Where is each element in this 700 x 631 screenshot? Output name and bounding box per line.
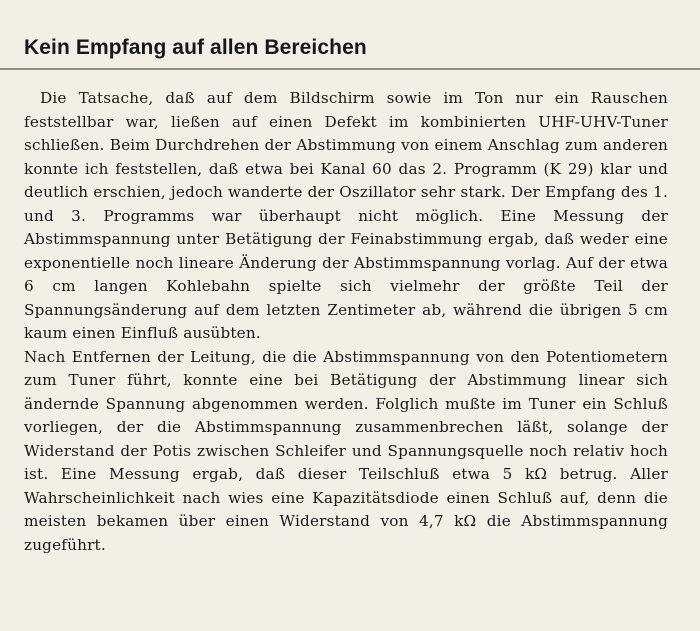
- paragraph-1: Die Tatsache, daß auf dem Bildschirm sowie im Ton nur ein Rauschen feststellbar war, ließen auf einen Defekt im kombinierten UHF-UHV-Tuner schließen. Beim Durchdrehen der Abstimmung von einem Anschlag zum anderen konnte ich feststellen, daß etwa bei Kanal 60 das 2. Programm (K 29) klar und deutlich erschien, jedoch wanderte der Oszillator sehr stark. Der Empfang des 1. und 3. Programms war überhaupt nicht möglich. Eine Messung der Abstimmspannung unter Betätigung der Feinabstimmung ergab, daß weder eine exponentielle noch lineare Änderung der Abstimmspannung vorlag. Auf der etwa 6 cm langen Kohlebahn spielte sich vielmehr der größte Teil der Spannungsänderung auf dem letzten Zentimeter ab, während die übrigen 5 cm kaum einen Einfluß ausübten.: [24, 89, 668, 342]
- title-divider: [0, 68, 700, 70]
- paragraph-2: Nach Entfernen der Leitung, die die Abstimmspannung von den Potentiometern zum Tuner führt, konnte eine bei Betätigung der Abstimmung linear sich ändernde Spannung abgenommen werden. Folglich mußte im Tuner ein Schluß vorliegen, der die Abstimmspannung zusammenbrechen läßt, solange der Widerstand der Potis zwischen Schleifer und Spannungsquelle noch relativ hoch ist. Eine Messung ergab, daß dieser Teilschluß etwa 5 kΩ betrug. Aller Wahrscheinlichkeit nach wies eine Kapazitätsdiode einen Schluß auf, denn die meisten bekamen über einen Widerstand von 4,7 kΩ die Abstimmspannung zugeführt.: [24, 347, 668, 554]
- article-title: Kein Empfang auf allen Bereichen: [24, 36, 367, 59]
- article-body: [24, 87, 668, 557]
